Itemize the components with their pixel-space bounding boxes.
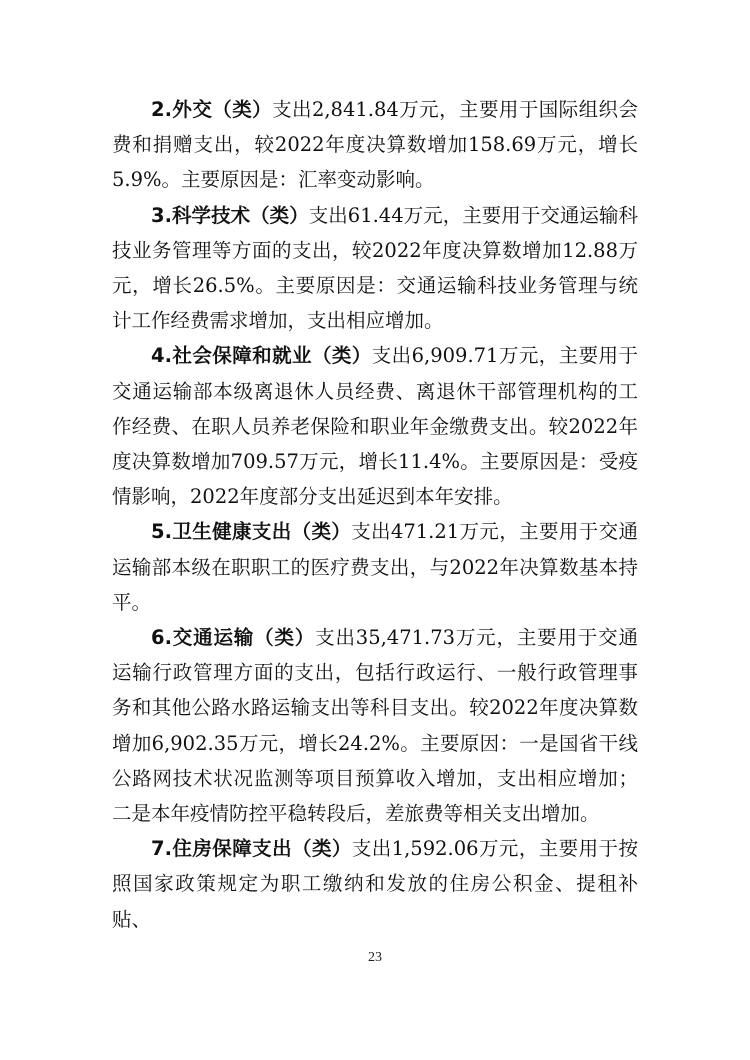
paragraph-title: 5.卫生健康支出（类） [151, 520, 352, 544]
paragraph-foreign-affairs [112, 92, 638, 198]
page-number: 23 [368, 950, 382, 965]
paragraph-housing [112, 831, 638, 937]
paragraph-body: 支出471.21万元，主要用于交通运输部本级在职职工的医疗费支出，与2022年决算数基本持平。 [112, 520, 638, 614]
paragraph-title: 4.社会保障和就业（类） [151, 344, 372, 368]
paragraph-body: 支出2,841.84万元，主要用于国际组织会费和捐赠支出，较2022年度决算数增加158.69万元，增长5.9%。主要原因是：汇率变动影响。 [112, 98, 638, 192]
paragraph-body: 支出61.44万元，主要用于交通运输科技业务管理等方面的支出，较2022年度决算数增加12.88万元，增长26.5%。主要原因是：交通运输科技业务管理与统计工作经费需求增加，支出相应增加。 [112, 203, 638, 333]
paragraph-body: 支出35,471.73万元，主要用于交通运输行政管理方面的支出，包括行政运行、一般行政管理事务和其他公路水路运输支出等科目支出。较2022年度决算数增加6,902.35万元，增长24.2%。主要原因：一是国省干线公路网技术状况监测等项目预算收入增加，支出相应增加；二是本年疫情防控平稳转段后，差旅费等相关支出增加。 [112, 626, 638, 826]
paragraph-body: 支出1,592.06万元，主要用于按照国家政策规定为职工缴纳和发放的住房公积金、提租补贴、 [112, 837, 638, 931]
paragraph-title: 3.科学技术（类） [151, 203, 309, 227]
paragraph-social-security [112, 338, 638, 514]
paragraph-transportation [112, 620, 638, 831]
page-content [112, 92, 638, 937]
paragraph-title: 2.外交（类） [151, 98, 273, 121]
paragraph-health [112, 514, 638, 620]
paragraph-title: 6.交通运输（类） [151, 626, 316, 650]
paragraph-science-technology [112, 198, 638, 339]
paragraph-title: 7.住房保障支出（类） [151, 837, 352, 861]
paragraph-body: 支出6,909.71万元，主要用于交通运输部本级离退休人员经费、离退休干部管理机构的工作经费、在职人员养老保险和职业年金缴费支出。较2022年度决算数增加709.57万元，增长11.4%。主要原因是：受疫情影响，2022年度部分支出延迟到本年安排。 [112, 344, 638, 509]
